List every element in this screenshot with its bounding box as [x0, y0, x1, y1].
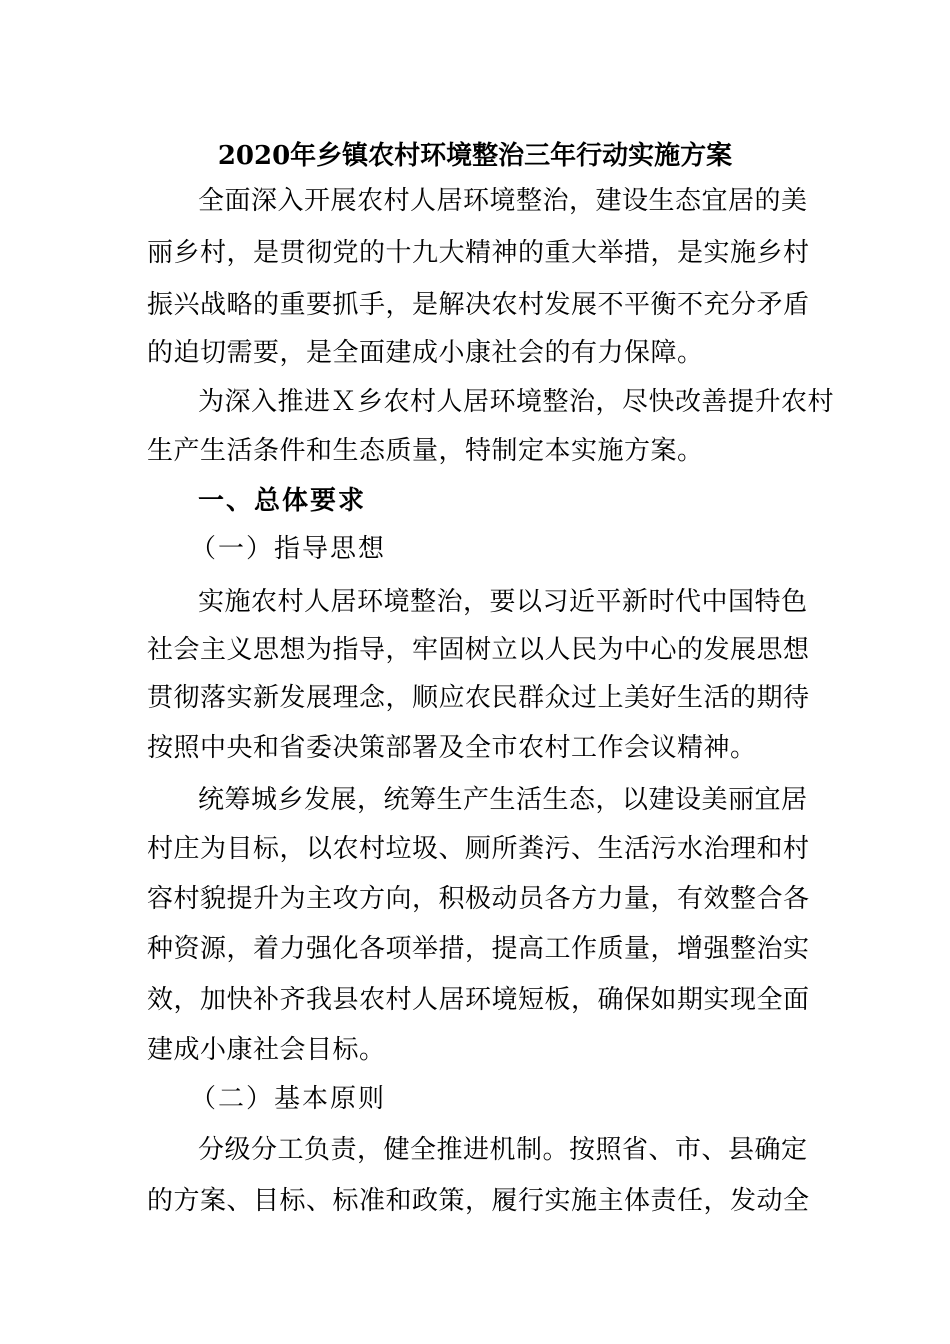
paragraph-line: 容村貌提升为主攻方向，积极动员各方力量，有效整合各 — [147, 884, 810, 914]
paragraph-line: 社会主义思想为指导，牢固树立以人民为中心的发展思想 — [147, 635, 810, 665]
paragraph-line: 为深入推进Ｘ乡农村人居环境整治，尽快改善提升农村 — [198, 387, 835, 417]
paragraph-line: 建成小康社会目标。 — [147, 1035, 386, 1065]
paragraph-line: 分级分工负责，健全推进机制。按照省、市、县确定 — [198, 1135, 808, 1165]
subsection-heading: （二）基本原则 — [190, 1084, 387, 1114]
document-title: 2020年乡镇农村环境整治三年行动实施方案 — [217, 141, 733, 171]
paragraph-line: 按照中央和省委决策部署及全市农村工作会议精神。 — [147, 733, 757, 763]
paragraph-line: 村庄为目标，以农村垃圾、厕所粪污、生活污水治理和村 — [147, 834, 810, 864]
paragraph-line: 的迫切需要，是全面建成小康社会的有力保障。 — [147, 338, 704, 368]
paragraph-line: 贯彻落实新发展理念，顺应农民群众过上美好生活的期待 — [147, 683, 810, 713]
paragraph-line: 的方案、目标、标准和政策，履行实施主体责任，发动全 — [147, 1186, 810, 1216]
subsection-heading: （一）指导思想 — [190, 534, 387, 564]
paragraph-line: 统筹城乡发展，统筹生产生活生态，以建设美丽宜居 — [198, 785, 808, 815]
paragraph-line: 效，加快补齐我县农村人居环境短板，确保如期实现全面 — [147, 985, 810, 1015]
paragraph-line: 振兴战略的重要抓手，是解决农村发展不平衡不充分矛盾 — [147, 290, 810, 320]
paragraph-line: 丽乡村，是贯彻党的十九大精神的重大举措，是实施乡村 — [147, 238, 810, 268]
paragraph-line: 种资源，着力强化各项举措，提高工作质量，增强整治实 — [147, 934, 810, 964]
paragraph-line: 全面深入开展农村人居环境整治，建设生态宜居的美 — [198, 186, 808, 216]
paragraph-line: 生产生活条件和生态质量，特制定本实施方案。 — [147, 436, 704, 466]
section-heading: 一、总体要求 — [198, 486, 367, 516]
paragraph-line: 实施农村人居环境整治，要以习近平新时代中国特色 — [198, 587, 808, 617]
